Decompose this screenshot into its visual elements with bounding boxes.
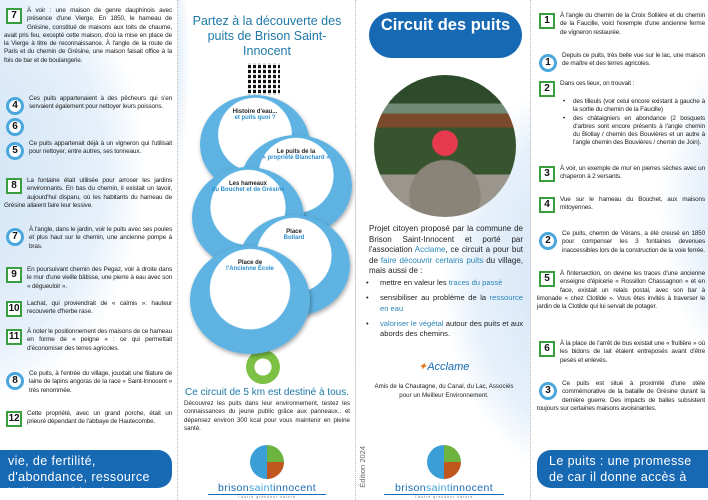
para-text: du village, mais aussi de : xyxy=(369,255,524,276)
disc-title: Les hameaux xyxy=(228,181,268,187)
sub-item: • des tilleuls (voir celui encore existant à gauche à la sortie du chemin de la Faucille) xyxy=(563,98,705,114)
point-item xyxy=(537,52,705,73)
goal-item xyxy=(366,319,523,340)
acclame-link: Acclame xyxy=(414,245,446,255)
point-item xyxy=(537,270,705,311)
logo-word: innocent xyxy=(450,482,494,494)
point-item xyxy=(4,177,172,210)
circle-badge: 3 xyxy=(539,382,557,400)
point-item xyxy=(4,410,172,428)
point-item xyxy=(4,140,172,161)
butterfly-icon: ✦ xyxy=(418,361,428,373)
point-item xyxy=(4,226,172,251)
para-text: Projet citoyen proposé par la commune de Brison Saint-Innocent et porté par l'association xyxy=(369,224,523,255)
square-badge: 4 xyxy=(539,197,555,213)
bullet-icon: • xyxy=(563,98,566,105)
point-text: À voir : une maison de genre dauphinois avec présence d'une Vierge. En 1850, le hameau de Grésine, constitué de maisons aux toits de chaume, avait pris feu, excepté cette maison, d'où la mise en place de la Vierge à titre de reconnaissance. À l'angle de la route de Paris et du chemin de Grésine, une maison faisait office à la fois de bar et de boulangerie. xyxy=(4,7,172,64)
point-text: Ce puits, chemin de Vérans, a été creusé en 1850 pour compenser les 3 fontaines devenues inaccessibles lors de la construction de la voie ferrée. xyxy=(562,230,705,254)
back-title: Partez à la découverte des puits de Brison Saint-Innocent xyxy=(192,14,342,58)
cover-paragraph xyxy=(369,224,523,277)
square-badge: 6 xyxy=(539,341,555,357)
point-text: En poursuivant chemin des Pegaz, voir à droite dans le mur d'une vieille bâtisse, une pierre à eau avec son « dégueuloir ». xyxy=(27,266,172,290)
circle-badge: 4 xyxy=(6,97,24,115)
circle-badge: 6 xyxy=(6,118,24,136)
logo-word: saint xyxy=(248,482,274,494)
point-text: La fontaine était utilisée pour arroser les jardins environnants. En bas du chemin, il existait un lavoir, aujourd'hui disparu, où les habitants du hameau de Grésine allaient faire leur lessive. xyxy=(4,177,172,209)
brison-logo xyxy=(208,445,326,499)
disc-title: Le puits de la xyxy=(276,149,316,155)
point-text: À noter le positionnement des maisons de ce hameau en forme de « peigne » : ce qui permettait d'économiser des terres agricoles. xyxy=(27,328,172,352)
point-text: À l'angle du chemin de la Croix Sollière et du chemin de la Faucille, voici l'exemple d'une ancienne ferme de vigneron restaurée. xyxy=(560,12,705,36)
square-badge: 12 xyxy=(6,411,22,427)
point-item xyxy=(4,370,172,395)
circle-badge: 2 xyxy=(539,232,557,250)
square-badge: 11 xyxy=(6,329,22,345)
logo-tagline: l'autre grandeur nature xyxy=(237,495,297,499)
disc-title: Place de xyxy=(237,260,263,266)
bottom-banner: vie, de fertilité, d'abondance, ressource indispensable : l'eau. xyxy=(0,450,172,488)
point-item xyxy=(537,380,705,413)
circle-badge: 1 xyxy=(539,54,557,72)
logo-word: saint xyxy=(425,482,451,494)
goal-highlight: traces du passé xyxy=(448,278,503,287)
disc-subtitle: l'Ancienne École xyxy=(226,266,274,272)
disc-subtitle: et puits quoi ? xyxy=(234,115,276,121)
well-photo xyxy=(374,75,516,217)
point-text: Dans ces lieux, on trouvait : xyxy=(560,80,635,87)
logo-word: brison xyxy=(217,482,249,494)
point-text: À la place de l'arrêt de bus existait une « fruitière » où les bidons de lait étaient entreposés avant d'être pesés et enlevés. xyxy=(560,340,705,364)
panel-left xyxy=(0,0,177,500)
bottom-banner: Le puits : une promesse de car il donne accès à une xyxy=(537,450,708,488)
point-text: Vue sur le hameau du Bouchet, aux maisons mitoyennes. xyxy=(560,196,705,212)
disc-title: Place xyxy=(286,229,302,235)
goal-item xyxy=(366,293,523,314)
point-text: Ce puits appartenait déjà à un vigneron qui l'utilisait pour nettoyer, entre autres, ses tonneaux. xyxy=(29,140,172,156)
circle-badge: 7 xyxy=(6,228,24,246)
goal-text: autour des puits et aux abords des chemins. xyxy=(380,318,523,339)
square-badge: 10 xyxy=(6,301,22,317)
point-text: Depuis ce puits, très belle vue sur le lac, une maison de maître et des terres agricoles. xyxy=(562,52,705,68)
panel-back xyxy=(177,0,355,500)
panel-right xyxy=(530,0,708,500)
panel-disc xyxy=(190,246,310,354)
point-item xyxy=(4,328,172,353)
cover-title: Circuit des puits xyxy=(369,12,522,58)
goals-list xyxy=(366,278,523,344)
point-item xyxy=(537,12,705,37)
disc-subtitle: du Bouchet et de Grésine xyxy=(211,187,285,193)
point-text: À l'intersection, on devine les traces d'une ancienne enseigne d'épicerie « Rossillon Chassagnon » et en face, existait un relais postal, avec son bar à limonade « chez Clotilde ». Vous êtes invités à traverser le jardin de la Clotilde qui lui servait de potager. xyxy=(537,270,705,311)
point-text: Lachat, qui proviendrait de « calmis »: hauteur recouverte d'herbe rase. xyxy=(27,300,172,316)
goal-highlight: ressource en eau xyxy=(380,293,523,313)
square-badge: 2 xyxy=(539,81,555,97)
square-badge: 1 xyxy=(539,13,555,29)
sub-item: • des châtaigniers en abondance (2 bosquets d'arbres sont encore présents à l'angle chemin du Biollay / chemin des Bouvières et un autre à l'angle chemin des Bouvières / chemin de Join). xyxy=(563,114,705,147)
brison-logo xyxy=(384,445,504,499)
point-item xyxy=(537,196,705,214)
point-text: À l'angle, dans le jardin, voir le puits avec ses poules et plus haut sur le chemin, une ancienne pompe à bras. xyxy=(29,226,172,250)
point-item xyxy=(537,340,705,365)
logo-word: brison xyxy=(394,482,426,494)
point-text: Cette propriété, avec un grand porche, était un prieuré dépendant de l'abbaye de Hautecombe. xyxy=(27,410,172,426)
goal-highlight: valoriser le végétal xyxy=(380,318,444,328)
logo-word: innocent xyxy=(273,482,317,494)
point-text: Ce puits, à l'entrée du village, jouxtait une filature de laine de lapins angoras de la race « Saint-Innocent » très renommée. xyxy=(29,370,172,394)
circle-badge: 5 xyxy=(6,142,24,160)
point-item xyxy=(537,230,705,255)
panel-cover xyxy=(355,0,530,500)
tree-logo-icon xyxy=(427,445,461,479)
circle-badge: 8 xyxy=(6,372,24,390)
disc-title: Histoire d'eau... xyxy=(232,109,278,115)
circuit-heading: Ce circuit de 5 km est destiné à tous. xyxy=(185,387,349,398)
acclame-caption: Amis de la Chautagne, du Canal, du Lac, Associés pour un Meilleur Environnement. xyxy=(374,383,514,399)
disc-subtitle: Bollard xyxy=(283,235,305,241)
point-item xyxy=(4,300,172,318)
point-text: Ces puits appartenaient à des pêcheurs qui s'en servaient également pour nettoyer leurs poissons. xyxy=(29,95,172,111)
disc-subtitle: « propriété Blanchard » xyxy=(262,155,330,161)
square-badge: 7 xyxy=(6,8,22,24)
point-item xyxy=(4,95,172,137)
acclame-logo xyxy=(418,360,469,373)
acclame-logo-text: Acclame xyxy=(427,361,470,373)
goal-item xyxy=(366,278,523,288)
circuit-body: Découvrez les puits dans leur environnement, testez les connaissances du jeune public grâce aux panneaux.. et dépensez environ 300 kcal pour vous maintenir en pleine santé. xyxy=(184,400,350,432)
point-text: Ce puits est situé à proximité d'une stèle commémorative de la bataille de Grésine durant la dernière guerre. Des impacts de balles subsistent toujours sur certaines maisons avoisinantes. xyxy=(537,380,705,412)
para-highlight: faire découvrir certains puits xyxy=(380,255,484,265)
edition-label: Édition 2024 xyxy=(358,446,367,488)
square-badge: 9 xyxy=(6,267,22,283)
square-badge: 8 xyxy=(6,178,22,194)
logo-tagline: l'autre grandeur nature xyxy=(414,495,474,499)
goal-text: sensibiliser au problème de la xyxy=(380,293,490,303)
kids-well-icon xyxy=(246,350,280,384)
point-item xyxy=(537,165,705,183)
square-badge: 5 xyxy=(539,271,555,287)
square-badge: 3 xyxy=(539,166,555,182)
tree-logo-icon xyxy=(250,445,284,479)
point-text: À voir, un exemple de mur en pierres sèches avec un chaperon à 2 versants. xyxy=(560,165,705,181)
point-item xyxy=(4,266,172,291)
goal-text: mettre en valeur les xyxy=(380,278,449,287)
bullet-icon: • xyxy=(563,114,566,122)
qr-code[interactable] xyxy=(246,61,282,97)
para-text: , ce circuit a pour but de xyxy=(369,245,523,265)
point-item xyxy=(537,80,705,148)
point-item xyxy=(4,7,172,65)
